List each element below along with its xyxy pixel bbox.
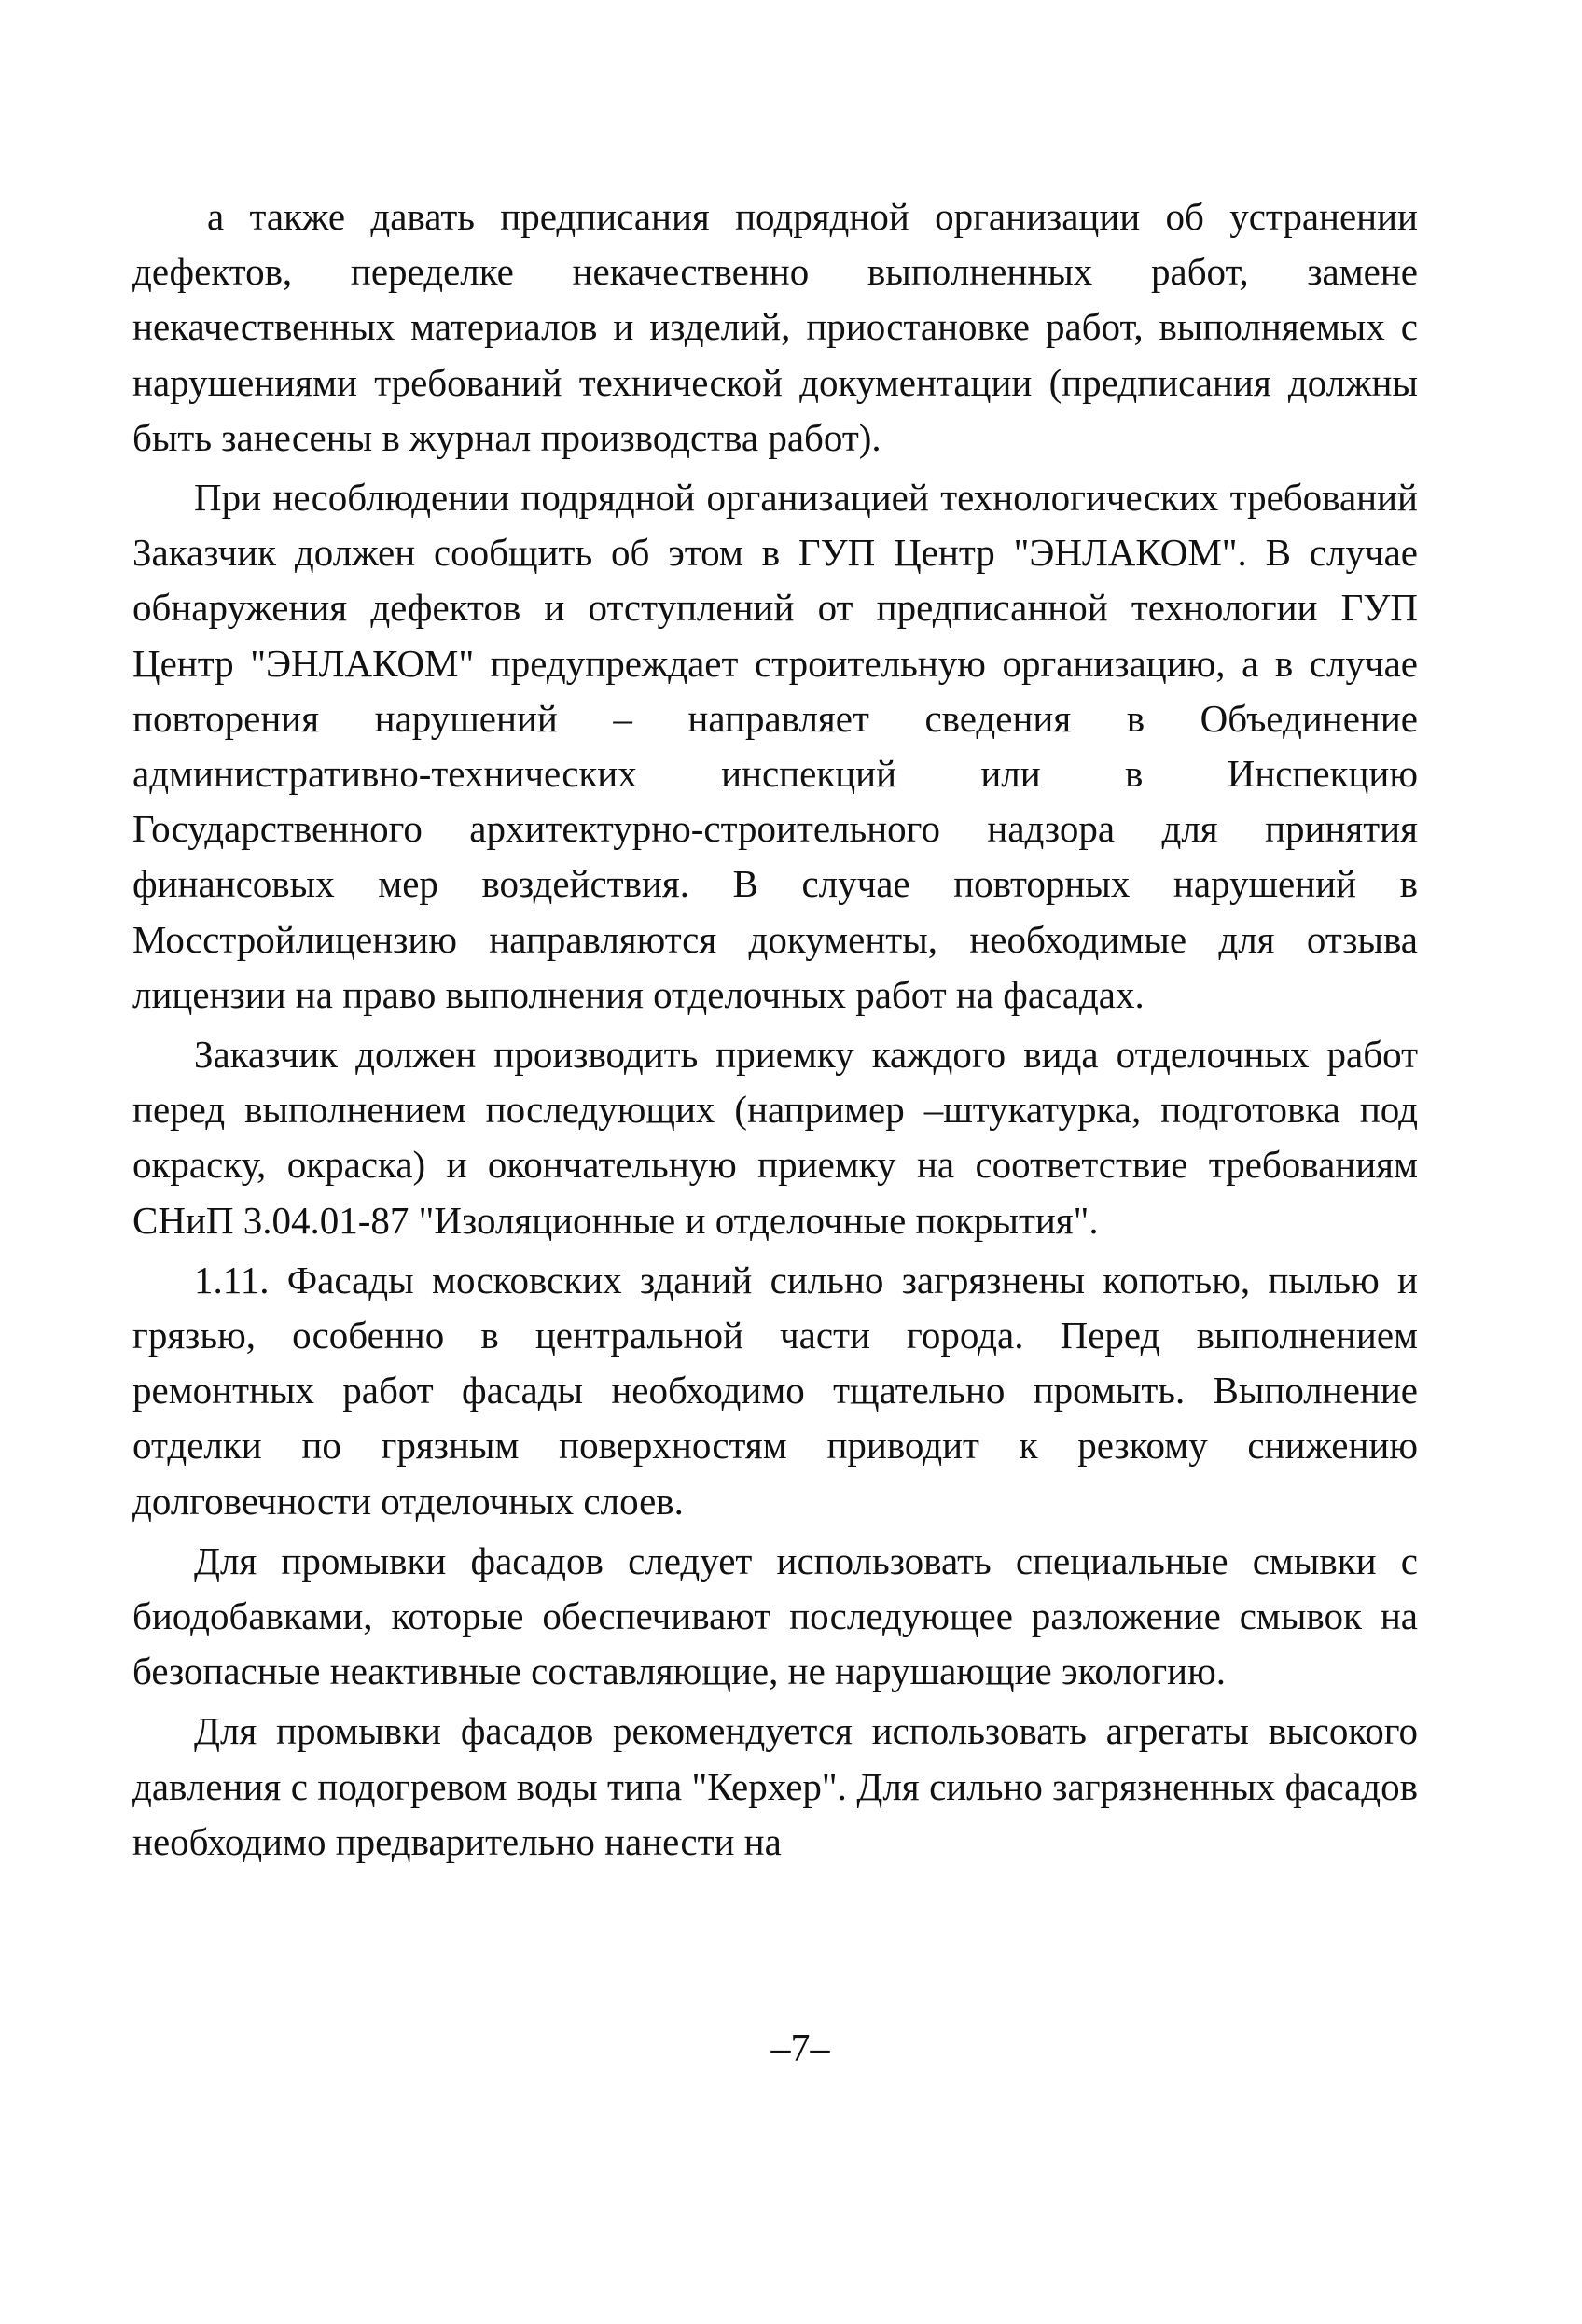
page-number: –7– (770, 2027, 830, 2070)
paragraph-prescriptions: а также давать предписания подрядной организации об устранении дефектов, переделке некачественно выполненных работ, замене некачественных материалов и изделий, приостановке работ, выполняемых с нарушениями требований технической документации (предписания должны быть занесены в журнал производства работ). (132, 195, 1418, 459)
paragraph-violations: При несоблюдении подрядной организацией технологических требований Заказчик должен сообщить об этом в ГУП Центр "ЭНЛАКОМ". В случае обнаружения дефектов и отступлений от предписанной технологии ГУП Центр "ЭНЛАКОМ" предупреждает строительную организацию, а в случае повторения нарушений – направляет сведения в Объединение административно-технических инспекций или в Инспекцию Государственного архитектурно-строительного надзора для принятия финансовых мер воздействия. В случае повторных нарушений в Мосстройлицензию направляются документы, необходимые для отзыва лицензии на право выполнения отделочных работ на фасадах. (132, 476, 1418, 1016)
paragraph-washing-agents: Для промывки фасадов следует использовать специальные смывки с биодобавками, которые обеспечивают последующее разложение смывок на безопасные неактивные составляющие, не нарушающие экологию. (132, 1538, 1418, 1693)
paragraph-acceptance: Заказчик должен производить приемку каждого вида отделочных работ перед выполнением последующих (например –штукатурка, подготовка под окраску, окраска) и окончательную приемку на соответствие требованиям СНиП 3.04.01-87 "Изоляционные и отделочные покрытия". (132, 1033, 1418, 1242)
body-text (132, 189, 1418, 1870)
paragraph-high-pressure-units: Для промывки фасадов рекомендуется использовать агрегаты высокого давления с подогревом воды типа "Керхер". Для сильно загрязненных фасадов необходимо предварительно нанести на (132, 1709, 1418, 1863)
paragraph-section-1-11: 1.11. Фасады московских зданий сильно загрязнены копотью, пылью и грязью, особенно в центральной части города. Перед выполнением ремонтных работ фасады необходимо тщательно промыть. Выполнение отделки по грязным поверхностям приводит к резкому снижению долговечности отделочных слоев. (132, 1258, 1418, 1523)
